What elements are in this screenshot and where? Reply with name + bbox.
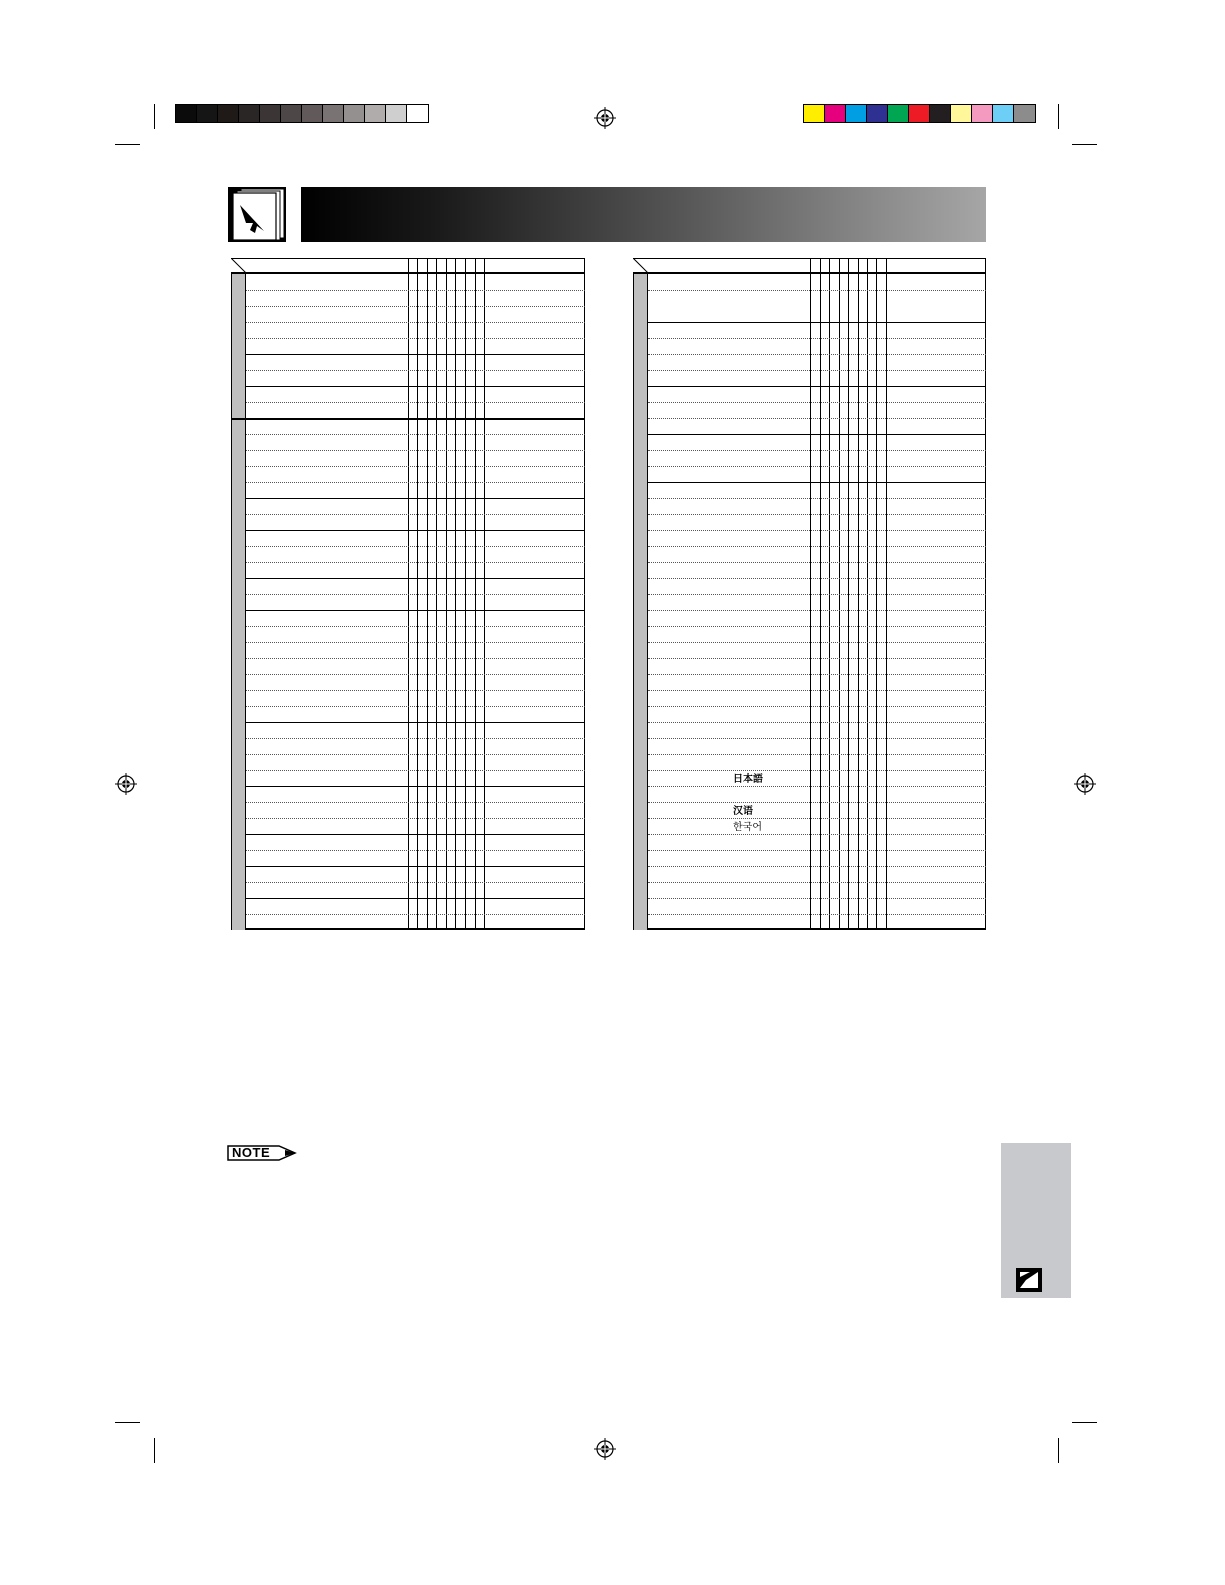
header-diagonal <box>231 258 247 274</box>
table-row-separator <box>648 338 986 339</box>
section-header-bar <box>301 187 986 242</box>
table-row-separator <box>648 546 986 547</box>
table-row-separator <box>648 754 986 755</box>
table-row-separator <box>246 562 585 563</box>
table-row-separator <box>246 738 585 739</box>
color-swatch <box>1014 105 1035 122</box>
color-swatch <box>239 105 260 122</box>
color-swatch <box>176 105 197 122</box>
color-swatch <box>930 105 951 122</box>
table-row-separator <box>246 354 585 355</box>
group-side-bar <box>633 832 648 930</box>
color-swatch <box>218 105 239 122</box>
color-swatch <box>804 105 825 122</box>
group-side-bar <box>633 274 648 656</box>
settings-table-left <box>231 258 585 930</box>
table-row-separator <box>246 674 585 675</box>
table-row-separator <box>246 610 585 611</box>
table-row-separator <box>648 434 986 435</box>
table-row-separator <box>648 786 986 787</box>
table-row-separator <box>648 818 986 819</box>
note-text: NOTE <box>232 1145 271 1160</box>
crop-mark <box>1072 144 1097 145</box>
table-row-separator <box>648 322 986 323</box>
table-row-separator <box>246 466 585 467</box>
table-row-separator <box>648 834 986 835</box>
table-row-separator <box>246 514 585 515</box>
language-label-chinese: 汉语 <box>733 806 753 817</box>
table-row-separator <box>246 786 585 787</box>
table-row-separator <box>648 370 986 371</box>
chapter-tab-icon <box>1016 1268 1042 1292</box>
note-label <box>227 1144 297 1162</box>
table-row-separator <box>648 882 986 883</box>
registration-target-icon <box>594 1438 616 1460</box>
table-row-separator <box>246 882 585 883</box>
group-side-bar <box>633 656 648 832</box>
header-diagonal <box>633 258 649 274</box>
table-row-separator <box>246 386 585 387</box>
color-swatch <box>323 105 344 122</box>
table-row-separator <box>246 754 585 755</box>
table-row-separator <box>648 706 986 707</box>
table-row-separator <box>231 418 585 420</box>
crop-mark <box>1072 1422 1097 1423</box>
table-row-separator <box>246 450 585 451</box>
table-row-separator <box>648 386 986 387</box>
color-swatch <box>386 105 407 122</box>
table-row-separator <box>648 498 986 499</box>
settings-table-right <box>633 258 986 930</box>
color-swatch <box>407 105 428 122</box>
registration-target-icon <box>1074 773 1096 795</box>
group-side-bar <box>231 418 246 930</box>
color-swatch <box>260 105 281 122</box>
table-row-separator <box>246 434 585 435</box>
table-row-separator <box>246 850 585 851</box>
table-row-separator <box>648 562 986 563</box>
document-pointer-icon <box>228 187 286 242</box>
table-row-separator <box>246 402 585 403</box>
table-row-separator <box>246 914 585 915</box>
color-swatch <box>993 105 1014 122</box>
table-row-separator <box>246 722 585 723</box>
table-row-separator <box>246 482 585 483</box>
table-header-row <box>633 258 985 274</box>
table-row-separator <box>648 850 986 851</box>
color-swatch <box>344 105 365 122</box>
table-row-separator <box>246 706 585 707</box>
language-label-japanese: 日本語 <box>733 774 763 785</box>
table-row-separator <box>246 626 585 627</box>
color-swatch <box>909 105 930 122</box>
language-label-korean: 한국어 <box>733 822 762 833</box>
crop-mark <box>115 144 140 145</box>
table-row-separator <box>246 322 585 323</box>
table-row-separator <box>246 642 585 643</box>
registration-target-icon <box>594 107 616 129</box>
table-row-separator <box>648 722 986 723</box>
color-swatch <box>825 105 846 122</box>
table-row-separator <box>648 690 986 691</box>
table-row-separator <box>648 594 986 595</box>
crop-mark <box>115 1422 140 1423</box>
table-row-separator <box>648 354 986 355</box>
grayscale-strip <box>175 104 429 123</box>
table-row-separator <box>648 418 986 419</box>
table-row-separator <box>246 578 585 579</box>
table-row-separator <box>246 498 585 499</box>
table-row-separator <box>648 770 986 771</box>
table-row-separator <box>648 898 986 899</box>
table-row-separator <box>246 370 585 371</box>
table-row-separator <box>648 626 986 627</box>
table-row-separator <box>246 658 585 659</box>
table-row-separator <box>246 530 585 531</box>
crop-mark <box>1058 1438 1059 1463</box>
table-row-separator <box>246 770 585 771</box>
table-row-separator <box>648 482 986 483</box>
table-row-separator <box>648 290 986 291</box>
registration-target-icon <box>115 773 137 795</box>
color-swatch <box>302 105 323 122</box>
crop-mark <box>154 104 155 129</box>
color-swatch <box>972 105 993 122</box>
color-swatch <box>365 105 386 122</box>
table-row-separator <box>246 306 585 307</box>
table-row-separator <box>246 290 585 291</box>
table-row-separator <box>648 466 986 467</box>
table-row-separator <box>648 738 986 739</box>
table-row-separator <box>648 450 986 451</box>
table-row-separator <box>648 578 986 579</box>
table-row-separator <box>648 530 986 531</box>
color-swatch <box>867 105 888 122</box>
color-swatch <box>281 105 302 122</box>
crop-mark <box>1058 104 1059 129</box>
table-row-separator <box>246 546 585 547</box>
group-side-bar <box>231 274 246 418</box>
table-row-separator <box>648 914 986 915</box>
table-row-separator <box>648 402 986 403</box>
color-swatch <box>951 105 972 122</box>
color-swatch <box>197 105 218 122</box>
table-row-separator <box>246 802 585 803</box>
table-row-separator <box>648 674 986 675</box>
table-row-separator <box>246 818 585 819</box>
color-swatch <box>846 105 867 122</box>
table-row-separator <box>648 658 986 659</box>
table-row-separator <box>648 866 986 867</box>
crop-mark <box>154 1438 155 1463</box>
table-row-separator <box>648 610 986 611</box>
table-row-separator <box>648 642 986 643</box>
table-row-separator <box>246 834 585 835</box>
table-row-separator <box>648 514 986 515</box>
table-row-separator <box>246 594 585 595</box>
color-strip <box>803 104 1036 123</box>
color-swatch <box>888 105 909 122</box>
table-row-separator <box>246 338 585 339</box>
table-row-separator <box>246 866 585 867</box>
table-row-separator <box>246 898 585 899</box>
table-row-separator <box>648 802 986 803</box>
table-row-separator <box>246 690 585 691</box>
